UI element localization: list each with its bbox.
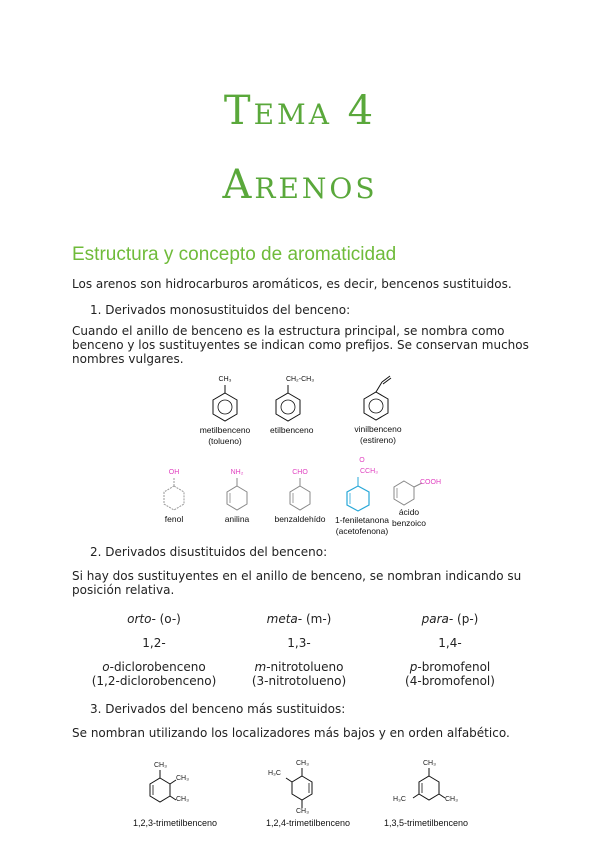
toluene-structure	[195, 374, 255, 447]
mono-paragraph: Cuando el anillo de benceno es la estructura principal, se nombra como benceno y los sustituyentes se indican como prefijos. Se conservan muchos nombres vulgares.	[72, 324, 529, 366]
h3c-label: H₃C	[268, 770, 281, 777]
abbr-label: (o-)	[159, 612, 181, 626]
ch3-label: CH₃	[154, 762, 167, 769]
benzoic-acid-structure	[384, 477, 444, 529]
example-name: -bromofenol	[417, 660, 491, 674]
substituent-label: O	[359, 457, 365, 464]
benzene-ring-icon	[209, 478, 265, 514]
prefix-label: para-	[421, 612, 454, 626]
molecule-name: ácido	[398, 507, 420, 517]
trimethylbenzene-124-structure	[258, 758, 358, 818]
trimethylbenzene-123-structure	[120, 758, 230, 818]
aniline-structure	[209, 467, 265, 525]
example-alt: (4-bromofenol)	[405, 674, 495, 688]
example-prefix: p	[409, 660, 418, 674]
molecule-alt-name: (estireno)	[360, 435, 396, 445]
benzene-ring-icon	[195, 385, 255, 425]
trimethylbenzene-135-structure	[385, 758, 485, 818]
example-prefix: m	[254, 660, 267, 674]
acetophenone-structure	[332, 455, 392, 537]
ch3-label: CH₃	[296, 760, 309, 767]
benzene-ring-icon	[385, 758, 485, 818]
molecule-name: benzaldehído	[274, 514, 326, 524]
substituent-label: CH₃	[218, 376, 232, 383]
example-alt: (3-nitrotolueno)	[251, 674, 347, 688]
molecule-name: etilbenceno	[270, 425, 314, 435]
molecule-name: anilina	[224, 514, 250, 524]
intro-paragraph: Los arenos son hidrocarburos aromáticos, es decir, bencenos sustituidos.	[72, 277, 512, 291]
molecule-alt-name: benzoico	[391, 518, 427, 528]
page-subtitle: Arenos	[222, 162, 378, 208]
substituent-label: CHO	[292, 469, 308, 476]
ethylbenzene-structure	[270, 374, 330, 436]
example-alt: (1,2-diclorobenceno)	[91, 674, 217, 688]
molecule-name: 1,2,3-trimetilbenceno	[132, 818, 218, 828]
ch3-label: CH₃	[445, 796, 458, 803]
para-column	[365, 612, 535, 688]
example-prefix: o	[102, 660, 110, 674]
list-item-multi: 3. Derivados del benceno más sustituidos:	[90, 702, 346, 716]
molecule-alt-name: (tolueno)	[208, 436, 242, 446]
section-heading: Estructura y concepto de aromaticidad	[72, 244, 397, 265]
benzene-ring-icon	[272, 478, 328, 514]
molecule-name: metilbenceno	[199, 425, 251, 435]
molecule-alt-name: (acetofenona)	[335, 526, 389, 536]
example-name: -diclorobenceno	[109, 660, 206, 674]
position-label: 1,3-	[287, 636, 311, 650]
benzene-ring-icon	[332, 477, 392, 515]
substituent-label: OH	[168, 469, 180, 476]
substituent-label: CH₂-CH₃	[285, 376, 315, 383]
ch3-label: CH₃	[176, 775, 189, 782]
page-title: Tema 4	[223, 88, 377, 134]
molecule-name: fenol	[164, 514, 184, 524]
list-item-mono: 1. Derivados monosustituidos del benceno:	[90, 303, 351, 317]
molecule-name: 1-feniletanona	[335, 515, 389, 525]
substituent-label: NH₂	[230, 469, 244, 476]
benzaldehyde-structure	[272, 467, 328, 525]
position-label: 1,4-	[438, 636, 462, 650]
abbr-label: (p-)	[457, 612, 479, 626]
styrene-structure	[348, 374, 408, 446]
substituent-label: COOH	[420, 479, 441, 486]
phenol-structure	[146, 467, 202, 525]
ch3-label: CH₃	[423, 760, 436, 767]
ch3-label: CH₃	[176, 796, 189, 803]
substituent-label-2: CCH₃	[359, 468, 379, 475]
benzene-ring-icon	[146, 478, 202, 514]
h3c-label: H₃C	[393, 796, 406, 803]
molecule-name: 1,3,5-trimetilbenceno	[383, 818, 469, 828]
benzene-ring-icon	[348, 374, 408, 424]
benzene-ring-icon	[120, 758, 230, 818]
abbr-label: (m-)	[305, 612, 332, 626]
multi-paragraph: Se nombran utilizando los localizadores más bajos y en orden alfabético.	[72, 726, 510, 740]
di-paragraph: Si hay dos sustituyentes en el anillo de benceno, se nombran indicando su posición relativa.	[72, 569, 522, 597]
benzene-ring-icon	[270, 385, 330, 425]
prefix-label: orto-	[127, 612, 156, 626]
example-name: -nitrotolueno	[266, 660, 344, 674]
molecule-name: 1,2,4-trimetilbenceno	[265, 818, 351, 828]
position-label: 1,2-	[142, 636, 166, 650]
prefix-label: meta-	[266, 612, 303, 626]
list-item-di: 2. Derivados disustituidos del benceno:	[90, 545, 328, 559]
molecule-name: vinilbenceno	[354, 424, 402, 434]
ch3-label: CH₃	[296, 808, 309, 815]
meta-column	[214, 612, 384, 688]
